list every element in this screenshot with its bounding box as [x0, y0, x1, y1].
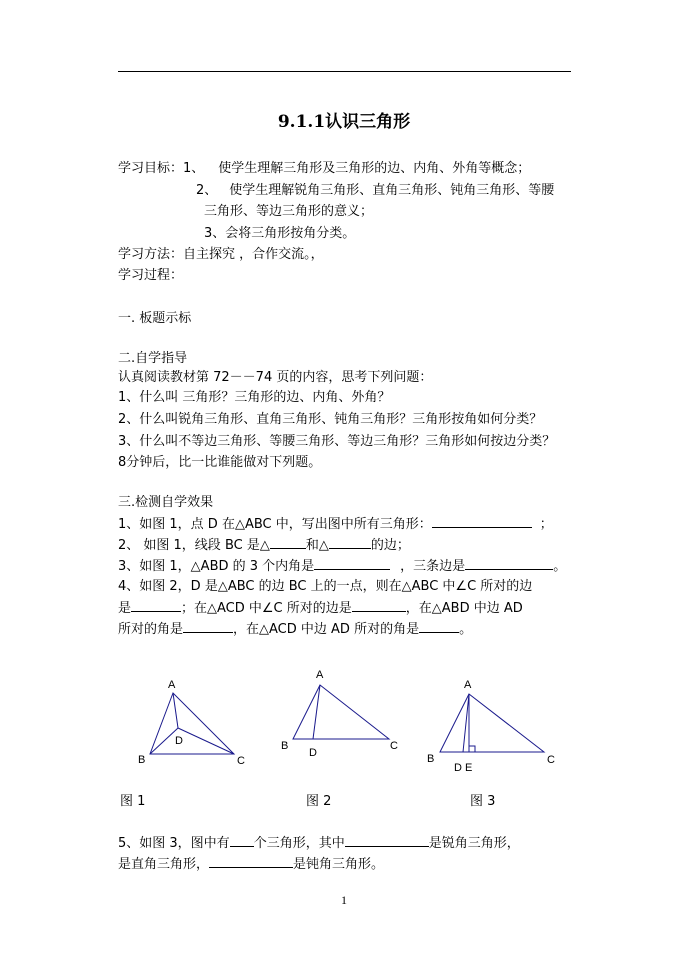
figure-1-diagram [130, 670, 260, 775]
problem-4-text: ，在△ABD 中边 AD [405, 601, 523, 616]
problem-1-text: 1、如图 1，点 D 在△ABC 中，写出图中所有三角形： [118, 517, 432, 532]
figure-2-caption: 图 2 [306, 794, 332, 809]
label-d: D [175, 735, 183, 747]
label-a: A [316, 669, 324, 681]
problem-4-text: ；在△ACD 中∠C 所对的边是 [181, 601, 352, 616]
figure-2-lines [293, 685, 389, 739]
label-b: B [138, 754, 146, 766]
problem-2-end: 的边； [370, 538, 410, 553]
problem-4-text: 是 [118, 601, 132, 616]
label-a: A [464, 679, 472, 691]
problem-5-line-1 [118, 834, 520, 852]
answer-blank[interactable] [465, 557, 553, 570]
problem-4-line-2 [118, 599, 523, 617]
problem-5-text: 是锐角三角形， [428, 836, 520, 851]
goals-line-2 [196, 182, 554, 199]
goal-2a: 使学生理解锐角三角形、直角三角形、钝角三角形、等腰 [229, 183, 555, 198]
goal-2b: 三角形、等边三角形的意义； [204, 204, 374, 219]
section-3-heading: 三.检测自学效果 [118, 495, 214, 510]
answer-blank[interactable] [432, 515, 532, 528]
figure-1 [130, 670, 260, 779]
learning-method: 学习方法：自主探究 ，合作交流。， [118, 247, 324, 262]
problem-3 [118, 557, 566, 575]
label-c: C [547, 754, 555, 766]
answer-blank[interactable] [270, 536, 306, 549]
section-2-intro: 认真阅读教材第 72－－74 页的内容，思考下列问题： [118, 370, 433, 385]
label-b: B [281, 740, 289, 752]
problem-4-line-3 [118, 620, 472, 638]
answer-blank[interactable] [329, 536, 371, 549]
goal-1: 使学生理解三角形及三角形的边、内角、外角等概念； [218, 161, 531, 176]
answer-blank[interactable] [352, 599, 406, 612]
problem-3-mid: ，三条边是 [400, 559, 466, 574]
problem-5-text: 5、如图 3，图中有 [118, 836, 230, 851]
figure-3-diagram [420, 672, 570, 777]
problem-5-text: 是直角三角形， [118, 857, 210, 872]
label-c: C [237, 755, 245, 767]
page-number: 1 [341, 893, 347, 907]
problem-4-line-1: 4、如图 2，D 是△ABC 的边 BC 上的一点，则在△ABC 中∠C 所对的边 [118, 579, 533, 594]
goals-label: 学习目标：1、 [118, 161, 205, 176]
label-a: A [168, 679, 176, 691]
label-c: C [390, 740, 398, 752]
goals-line-1 [118, 160, 530, 177]
problem-2 [118, 536, 410, 554]
problem-5-text: 个三角形，其中 [253, 836, 345, 851]
figure-2 [275, 665, 410, 769]
problem-3-text: 3、如图 1，△ABD 的 3 个内角是 [118, 559, 315, 574]
answer-blank[interactable] [230, 834, 254, 847]
figure-2-diagram [275, 665, 410, 765]
answer-blank[interactable] [345, 834, 429, 847]
goal-2-number: 2、 [196, 183, 218, 198]
problem-2-text: 2、 如图 1，线段 BC 是△ [118, 538, 270, 553]
problem-3-end: 。 [553, 559, 567, 574]
section-1-heading: 一. 板题示标 [118, 311, 192, 326]
question-2: 2、什么叫锐角三角形、直角三角形、钝角三角形？三角形按角如何分类？ [118, 412, 543, 427]
label-d: D [309, 747, 317, 759]
section-2-heading: 二.自学指导 [118, 351, 188, 366]
answer-blank[interactable] [209, 855, 293, 868]
answer-blank[interactable] [183, 620, 233, 633]
figure-3-caption: 图 3 [470, 794, 496, 809]
label-b: B [427, 753, 435, 765]
page-title: 9.1.1认识三角形 [277, 112, 411, 132]
answer-blank[interactable] [419, 620, 459, 633]
figure-3 [420, 672, 570, 781]
problem-1 [118, 515, 553, 533]
problem-2-and: 和△ [305, 538, 329, 553]
problem-4-text: 所对的角是 [118, 622, 184, 637]
figure-3-lines [440, 694, 544, 752]
question-4: 8分钟后，比一比谁能做对下列题。 [118, 455, 322, 470]
figure-1-lines [150, 693, 234, 754]
problem-1-end: ； [539, 517, 553, 532]
question-3: 3、什么叫不等边三角形、等腰三角形、等边三角形？三角形如何按边分类？ [118, 434, 556, 449]
figure-1-caption: 图 1 [120, 794, 146, 809]
label-de: D E [454, 762, 473, 774]
learning-process: 学习过程： [118, 268, 184, 283]
answer-blank[interactable] [131, 599, 181, 612]
problem-4-end: 。 [459, 622, 473, 637]
answer-blank[interactable] [314, 557, 390, 570]
header-rule [118, 71, 571, 72]
goal-3: 3、会将三角形按角分类。 [204, 226, 356, 241]
problem-4-text: ，在△ACD 中边 AD 所对的角是 [233, 622, 420, 637]
problem-5-line-2 [118, 855, 384, 873]
problem-5-text: 是钝角三角形。 [293, 857, 385, 872]
question-1: 1、什么叫 三角形？三角形的边、内角、外角？ [118, 390, 391, 405]
